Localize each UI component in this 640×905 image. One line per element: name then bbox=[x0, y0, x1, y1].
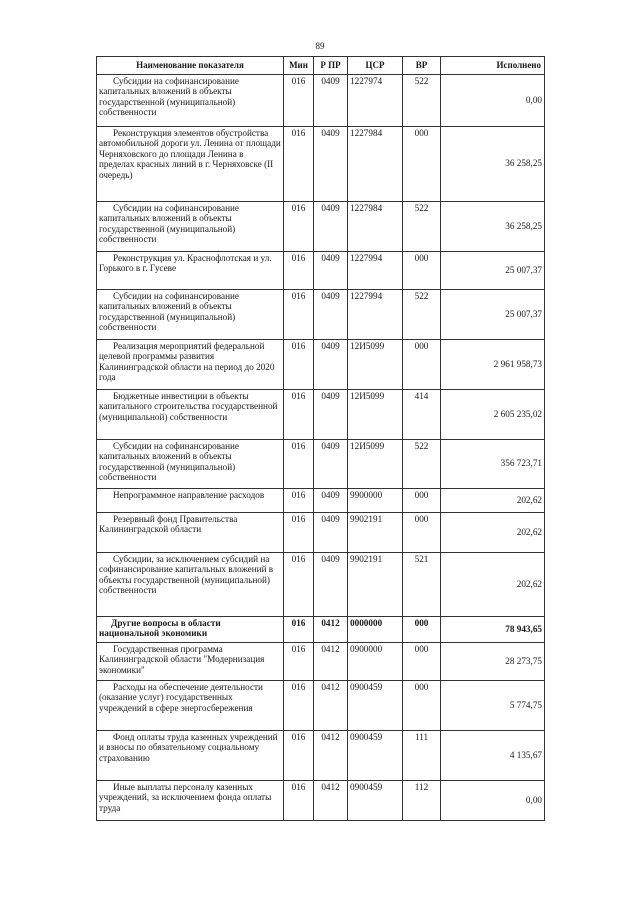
row-min: 016 bbox=[284, 201, 314, 251]
row-vr: 111 bbox=[403, 730, 441, 780]
table-row bbox=[97, 780, 545, 820]
row-min: 016 bbox=[284, 289, 314, 339]
row-amount: 36 258,25 bbox=[441, 126, 545, 201]
row-vr: 000 bbox=[403, 126, 441, 201]
row-csr: 9902191 bbox=[348, 552, 403, 616]
row-amount: 25 007,37 bbox=[441, 251, 545, 289]
row-amount: 202,62 bbox=[441, 488, 545, 512]
row-amount: 356 723,71 bbox=[441, 439, 545, 488]
row-amount: 202,62 bbox=[441, 552, 545, 616]
row-rpr: 0409 bbox=[314, 552, 348, 616]
row-min: 016 bbox=[284, 642, 314, 680]
row-vr: 000 bbox=[403, 339, 441, 389]
row-vr: 414 bbox=[403, 389, 441, 439]
row-rpr: 0409 bbox=[314, 488, 348, 512]
row-vr: 000 bbox=[403, 251, 441, 289]
row-vr: 522 bbox=[403, 74, 441, 126]
header-csr: ЦСР bbox=[348, 57, 403, 75]
row-vr: 522 bbox=[403, 201, 441, 251]
row-amount: 4 135,67 bbox=[441, 730, 545, 780]
row-vr: 112 bbox=[403, 780, 441, 820]
row-rpr: 0409 bbox=[314, 512, 348, 552]
row-name: Реконструкция элементов обустройства автомобильной дороги ул. Ленина от площади Черняховского до площади Ленина в пределах красных линий в г. Черняховске (II очередь) bbox=[97, 126, 284, 201]
row-rpr: 0409 bbox=[314, 339, 348, 389]
row-name: Непрограммное направление расходов bbox=[97, 488, 284, 512]
row-csr: 0000000 bbox=[348, 616, 403, 642]
header-rpr: Р ПР bbox=[314, 57, 348, 75]
row-vr: 521 bbox=[403, 552, 441, 616]
row-csr: 9900000 bbox=[348, 488, 403, 512]
row-rpr: 0409 bbox=[314, 389, 348, 439]
table-row bbox=[97, 488, 545, 512]
row-name: Реконструкция ул. Краснофлотская и ул. Горького в г. Гусеве bbox=[97, 251, 284, 289]
row-amount: 36 258,25 bbox=[441, 201, 545, 251]
row-rpr: 0412 bbox=[314, 680, 348, 730]
row-amount: 2 605 235,02 bbox=[441, 389, 545, 439]
row-min: 016 bbox=[284, 780, 314, 820]
row-min: 016 bbox=[284, 74, 314, 126]
row-min: 016 bbox=[284, 730, 314, 780]
row-rpr: 0412 bbox=[314, 642, 348, 680]
row-amount: 28 273,75 bbox=[441, 642, 545, 680]
row-rpr: 0409 bbox=[314, 251, 348, 289]
row-name: Резервный фонд Правительства Калининградской области bbox=[97, 512, 284, 552]
row-min: 016 bbox=[284, 389, 314, 439]
row-name: Субсидии на софинансирование капитальных вложений в объекты государственной (муниципальной) собственности bbox=[97, 439, 284, 488]
row-rpr: 0409 bbox=[314, 201, 348, 251]
row-vr: 000 bbox=[403, 642, 441, 680]
table-row bbox=[97, 126, 545, 201]
table-row bbox=[97, 512, 545, 552]
row-name: Субсидии на софинансирование капитальных вложений в объекты государственной (муниципальной) собственности bbox=[97, 289, 284, 339]
row-min: 016 bbox=[284, 126, 314, 201]
row-csr: 0900459 bbox=[348, 730, 403, 780]
row-name: Субсидии на софинансирование капитальных вложений в объекты государственной (муниципальной) собственности bbox=[97, 74, 284, 126]
table-row bbox=[97, 74, 545, 126]
row-amount: 2 961 958,73 bbox=[441, 339, 545, 389]
budget-execution-table bbox=[96, 56, 545, 821]
row-vr: 000 bbox=[403, 488, 441, 512]
row-min: 016 bbox=[284, 616, 314, 642]
row-name: Иные выплаты персоналу казенных учреждений, за исключением фонда оплаты труда bbox=[97, 780, 284, 820]
row-amount: 78 943,65 bbox=[441, 616, 545, 642]
row-csr: 9902191 bbox=[348, 512, 403, 552]
table-row bbox=[97, 552, 545, 616]
row-name: Фонд оплаты труда казенных учреждений и взносы по обязательному социальному страхованию bbox=[97, 730, 284, 780]
row-csr: 0900459 bbox=[348, 780, 403, 820]
row-amount: 5 774,75 bbox=[441, 680, 545, 730]
header-min: Мин bbox=[284, 57, 314, 75]
row-min: 016 bbox=[284, 488, 314, 512]
row-csr: 1227984 bbox=[348, 201, 403, 251]
table-header-row bbox=[97, 57, 545, 75]
row-vr: 000 bbox=[403, 680, 441, 730]
row-rpr: 0412 bbox=[314, 780, 348, 820]
row-csr: 1227974 bbox=[348, 74, 403, 126]
row-amount: 202,62 bbox=[441, 512, 545, 552]
row-name: Расходы на обеспечение деятельности (оказание услуг) государственных учреждений в сфере энергосбережения bbox=[97, 680, 284, 730]
row-min: 016 bbox=[284, 512, 314, 552]
row-rpr: 0409 bbox=[314, 126, 348, 201]
header-name: Наименование показателя bbox=[97, 57, 284, 75]
row-name: Государственная программа Калининградской области "Модернизация экономики" bbox=[97, 642, 284, 680]
row-csr: 12И5099 bbox=[348, 439, 403, 488]
table-row bbox=[97, 201, 545, 251]
row-name: Бюджетные инвестиции в объекты капитального строительства государственной (муниципальной) собственности bbox=[97, 389, 284, 439]
row-amount: 25 007,37 bbox=[441, 289, 545, 339]
table-row-section bbox=[97, 616, 545, 642]
table-row bbox=[97, 339, 545, 389]
row-csr: 0900459 bbox=[348, 680, 403, 730]
row-csr: 12И5099 bbox=[348, 339, 403, 389]
table-row bbox=[97, 730, 545, 780]
header-amount: Исполнено bbox=[441, 57, 545, 75]
row-min: 016 bbox=[284, 339, 314, 389]
row-rpr: 0412 bbox=[314, 730, 348, 780]
row-name: Другие вопросы в области национальной экономики bbox=[97, 616, 284, 642]
header-vr: ВР bbox=[403, 57, 441, 75]
row-vr: 000 bbox=[403, 616, 441, 642]
row-name: Субсидии, за исключением субсидий на софинансирование капитальных вложений в объекты государственной (муниципальной) собственности bbox=[97, 552, 284, 616]
row-rpr: 0409 bbox=[314, 289, 348, 339]
row-csr: 1227984 bbox=[348, 126, 403, 201]
row-min: 016 bbox=[284, 251, 314, 289]
table-row bbox=[97, 680, 545, 730]
row-vr: 522 bbox=[403, 289, 441, 339]
table-row bbox=[97, 389, 545, 439]
row-min: 016 bbox=[284, 439, 314, 488]
row-vr: 000 bbox=[403, 512, 441, 552]
row-min: 016 bbox=[284, 552, 314, 616]
page-number: 89 bbox=[315, 41, 325, 51]
row-rpr: 0409 bbox=[314, 74, 348, 126]
row-rpr: 0409 bbox=[314, 439, 348, 488]
row-vr: 522 bbox=[403, 439, 441, 488]
row-csr: 1227994 bbox=[348, 251, 403, 289]
row-rpr: 0412 bbox=[314, 616, 348, 642]
row-amount: 0,00 bbox=[441, 74, 545, 126]
row-amount: 0,00 bbox=[441, 780, 545, 820]
row-name: Реализация мероприятий федеральной целевой программы развития Калининградской области на период до 2020 года bbox=[97, 339, 284, 389]
table-row bbox=[97, 439, 545, 488]
row-csr: 1227994 bbox=[348, 289, 403, 339]
table-row bbox=[97, 251, 545, 289]
table-row bbox=[97, 289, 545, 339]
row-name: Субсидии на софинансирование капитальных вложений в объекты государственной (муниципальной) собственности bbox=[97, 201, 284, 251]
row-min: 016 bbox=[284, 680, 314, 730]
row-csr: 12И5099 bbox=[348, 389, 403, 439]
row-csr: 0900000 bbox=[348, 642, 403, 680]
table-row bbox=[97, 642, 545, 680]
